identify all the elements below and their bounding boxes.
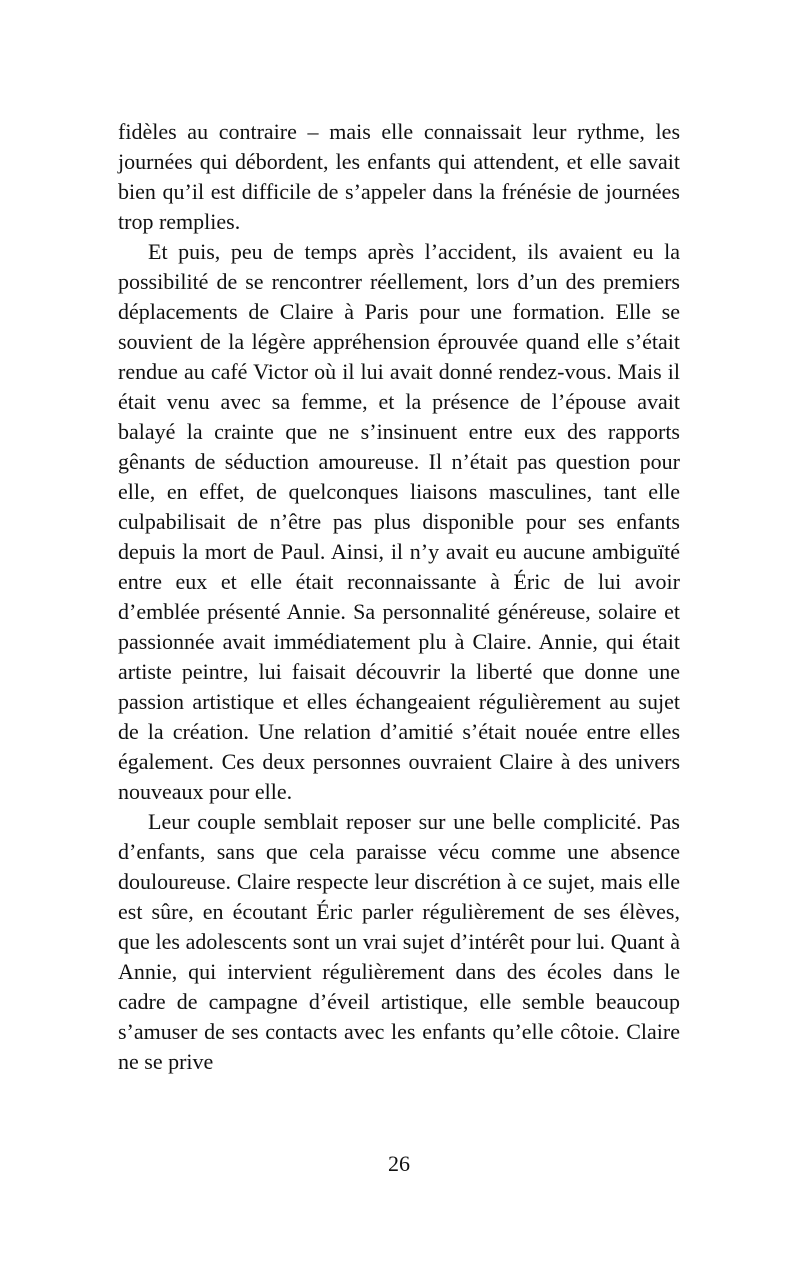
body-text — [118, 117, 680, 1077]
paragraph-2: Et puis, peu de temps après l’accident, ils avaient eu la possibilité de se rencontrer réellement, lors d’un des premiers déplacements de Claire à Paris pour une formation. Elle se souvient de la légère appréhension éprouvée quand elle s’était rendue au café Victor où il lui avait donné rendez-vous. Mais il était venu avec sa femme, et la présence de l’épouse avait balayé la crainte que ne s’insinuent entre eux des rapports gênants de séduction amoureuse. Il n’était pas question pour elle, en effet, de quelconques liaisons masculines, tant elle culpabilisait de n’être pas plus disponible pour ses enfants depuis la mort de Paul. Ainsi, il n’y avait eu aucune ambiguïté entre eux et elle était reconnaissante à Éric de lui avoir d’emblée présenté Annie. Sa personnalité généreuse, solaire et passionnée avait immédiatement plu à Claire. Annie, qui était artiste peintre, lui faisait découvrir la liberté que donne une passion artistique et elles échangeaient régulièrement au sujet de la création. Une relation d’amitié s’était nouée entre elles également. Ces deux personnes ouvraient Claire à des univers nouveaux pour elle. — [118, 239, 680, 804]
paragraph-1: fidèles au contraire – mais elle connaissait leur rythme, les journées qui débordent, les enfants qui attendent, et elle savait bien qu’il est difficile de s’appeler dans la frénésie de journées trop remplies. — [118, 119, 680, 234]
page-number: 26 — [388, 1151, 410, 1176]
paragraph-3: Leur couple semblait reposer sur une belle complicité. Pas d’enfants, sans que cela paraisse vécu comme une absence douloureuse. Claire respecte leur discrétion à ce sujet, mais elle est sûre, en écoutant Éric parler régulièrement de ses élèves, que les adolescents sont un vrai sujet d’intérêt pour lui. Quant à Annie, qui intervient régulièrement dans des écoles dans le cadre de campagne d’éveil artistique, elle semble beaucoup s’amuser de ses contacts avec les enfants qu’elle côtoie. Claire ne se prive — [118, 809, 680, 1074]
